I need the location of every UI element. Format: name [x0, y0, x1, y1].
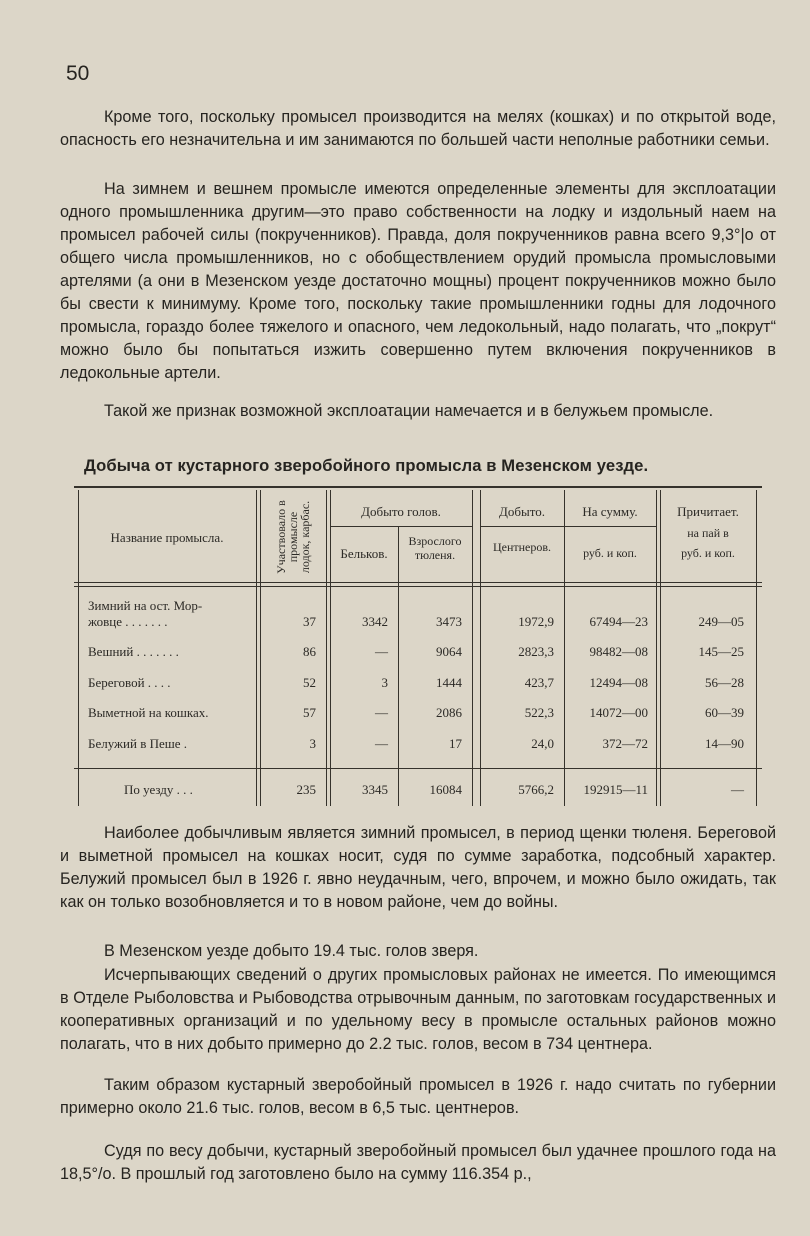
header-name: Название промысла. — [110, 530, 224, 545]
row-5-adult: 17 — [449, 736, 462, 751]
row-4-adult: 2086 — [436, 705, 462, 720]
header-participants: Участвовало в промысле лодок, карбас. — [274, 500, 312, 574]
row-3-participants: 52 — [303, 675, 316, 690]
total-centners: 5766,2 — [518, 782, 554, 797]
row-4-name: Выметной на кошках. — [88, 705, 209, 720]
row-1-sum: 67494—23 — [589, 614, 648, 629]
header-belkov: Бельков. — [340, 546, 388, 561]
row-1-name-line2: жовце . . . . . . . — [88, 614, 168, 629]
row-5-share: 14—90 — [705, 736, 744, 751]
paragraph-5: В Мезенском уезде добыто 19.4 тыс. голов зверя. — [104, 942, 479, 960]
paragraph-1: Кроме того, поскольку промысел производится на мелях (кошках) и по открытой воде, опасность его незначительна и им занимаются по большей части неполные работники семьи. — [60, 108, 776, 149]
total-belkov: 3345 — [362, 782, 388, 797]
paragraph-7: Таким образом кустарный зверобойный промысел в 1926 г. надо считать по губернии примерно около 21.6 тыс. голов, весом в 6,5 тыс. центнеров. — [60, 1076, 776, 1117]
row-5-participants: 3 — [309, 736, 316, 751]
row-1-centners: 1972,9 — [518, 614, 554, 629]
row-5-belkov: — — [375, 736, 388, 751]
row-3-sum: 12494—08 — [589, 675, 648, 690]
row-5-name: Белужий в Пеше . — [88, 736, 188, 751]
row-2-centners: 2823,3 — [518, 644, 554, 659]
row-2-share: 145—25 — [698, 644, 744, 659]
paragraph-3: Такой же признак возможной эксплоатации намечается и в белужьем промысле. — [104, 402, 714, 420]
row-3-belkov: 3 — [381, 675, 388, 690]
row-2-belkov: — — [375, 644, 388, 659]
row-3-adult: 1444 — [436, 675, 462, 690]
row-4-sum: 14072—00 — [589, 705, 648, 720]
row-3-centners: 423,7 — [524, 675, 554, 690]
total-adult: 16084 — [429, 782, 462, 797]
header-share-bot: руб. и коп. — [681, 546, 735, 560]
row-2-participants: 86 — [303, 644, 316, 659]
total-participants: 235 — [296, 782, 316, 797]
table-title: Добыча от кустарного зверобойного промысла в Мезенском уезде. — [84, 456, 649, 475]
row-5-centners: 24,0 — [531, 736, 554, 751]
row-4-share: 60—39 — [705, 705, 744, 720]
row-1-belkov: 3342 — [362, 614, 388, 629]
row-3-share: 56—28 — [705, 675, 744, 690]
row-4-centners: 522,3 — [524, 705, 554, 720]
header-heads-group: Добыто голов. — [361, 504, 441, 519]
row-2-name: Вешний . . . . . . . — [88, 644, 179, 659]
header-adult: Взрослого тюленя. — [408, 534, 462, 562]
row-3-name: Береговой . . . . — [88, 675, 171, 690]
row-2-adult: 9064 — [436, 644, 462, 659]
header-rub: руб. и коп. — [583, 546, 637, 560]
page-number: 50 — [66, 62, 90, 85]
row-1-name-line1: Зимний на ост. Мор- — [88, 598, 203, 613]
paragraph-4: Наиболее добычливым является зимний промысел, в период щенки тюленя. Береговой и выметной промысел на кошках носит, судя по сумме заработка, подсобный характер. Белужий промысел был в 1926 г. явно неудачным, чего, впрочем, и можно было ожидать, так как он только возобновляется и то в новом районе, чем до войны. — [60, 824, 776, 911]
row-1-adult: 3473 — [436, 614, 462, 629]
header-mined: Добыто. — [499, 504, 545, 519]
total-name: По уезду . . . — [124, 782, 193, 797]
header-share-mid: на пай в — [687, 526, 729, 540]
row-1-share: 249—05 — [698, 614, 744, 629]
header-centners: Центнеров. — [492, 540, 552, 554]
total-sum: 192915—11 — [583, 782, 648, 797]
row-4-participants: 57 — [303, 705, 316, 720]
row-2-sum: 98482—08 — [589, 644, 648, 659]
paragraph-6: Исчерпывающих сведений о других промысловых районах не имеется. По имеющимся в Отделе Рыболовства и Рыбоводства отрывочным данным, по заготовкам государственных и кооперативных организаций и по удельному весу в промысле остальных районов можно полагать, что в них добыто примерно до 2.2 тыс. голов, весом в 734 центнера. — [60, 966, 776, 1053]
paragraph-8: Судя по весу добычи, кустарный зверобойный промысел был удачнее прошлого года на 18,5°/o. В прошлый год заготовлено было на сумму 116.354 р., — [60, 1142, 776, 1183]
header-sum-group: На сумму. — [582, 504, 638, 519]
paragraph-2: На зимнем и вешнем промысле имеются определенные элементы для эксплоатации одного промышленника другим—это право собственности на лодку и издольный наем на промысел рабочей силы (покрученников). Правда, доля покрученников равна всего 9,3°|o от общего числа промышленников, но с обобществлением орудий промысла промысловыми артелями (а они в Мезенском уезде достаточно мощны) процент покрученников можно было бы свести к минимуму. Кроме того, поскольку такие промышленники годны для лодочного промысла, гораздо более тяжелого и опасного, чем ледокольный, надо полагать, что „покрут“ можно было бы попытаться изжить совершенно путем включения покрученников в ледокольные артели. — [60, 180, 776, 382]
row-5-sum: 372—72 — [602, 736, 648, 751]
total-share: — — [731, 782, 744, 797]
row-1-participants: 37 — [303, 614, 316, 629]
header-share-top: Причитает. — [677, 504, 739, 519]
data-table — [74, 486, 762, 806]
row-4-belkov: — — [375, 705, 388, 720]
